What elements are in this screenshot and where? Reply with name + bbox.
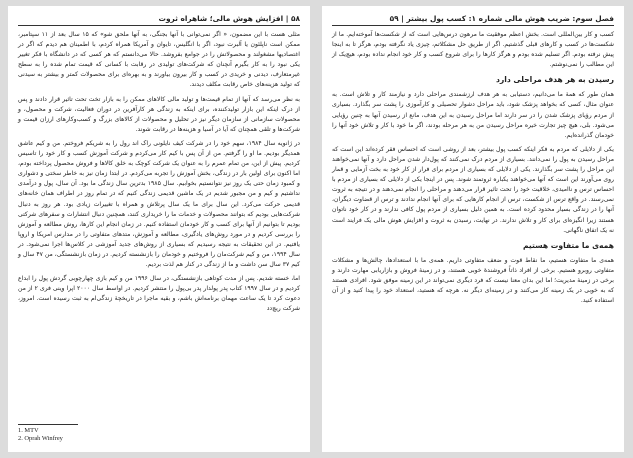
header-rule xyxy=(18,25,300,26)
section-heading: رسیدن به هر هدف مراحلی دارد xyxy=(496,75,614,85)
paragraph: یکی از دلایلی که مردم به فکر اینکه کسب پول بیشتر، بعد از روشی است که احساس فقر کرده‌اند این است که مراحل رسیدن به پول را نمی‌دانند. بسیاری از مردم درک نمی‌کنند که پول‌دار شدن مراحل دارد و آنها نمی‌خواهند این مراحل را پشت سر بگذارند. یکی از دلایلی که بسیاری از مردم برای فرار از کار خود به بخت آزمایی و قمار روی می‌آورند این است که آنها می‌خواهند یکباره ثروتمند شوند. پس در اینجا یکی از دلایلی که بسیاری از مردم با احساس ترس و ناامیدی، خلاقیت خود را تحت تاثیر قرار می‌دهند و مراحلی را انجام نمی‌دهند و در نتیجه به ثروت نمی‌رسند. در واقع ترس از شکست، ترس از انجام کارهایی که برای آنها انجام ندادند و ترس از قضاوت دیگران، آنها را در زندگی بسیار محدود کرده است. به همین دلیل بسیاری از مردم پول کافی ندارند و در کار خود ناتوان هستند زیرا انگیزه‌ای برای کار و تلاش ندارند. در نهایت، رسیدن به ثروت و افزایش هوش مالی یک فرایند است نه یک اتفاق ناگهانی. xyxy=(332,145,614,234)
running-head: فصل سوم: ضریب هوش مالی شماره ۱: کسب پول بیشتر | ۵۹ xyxy=(389,14,614,23)
paragraph: کسب و کار بین‌المللی است. بخش اعظم موفقیت ما مرهون درس‌هایی است که از شکست‌ها آموخته‌ایم. ما از شکست‌ها در کسب و کارهای قبلی گذشتیم. اگر از طریق حل مشکلاتم، چیزی یاد نگرفته بودم، هرگز تا به اینجا پیش نرفته بودم. اگر تسلیم شده بودم و هرگز کارها را برای شروع کسب و کار خود انجام نداده بودم، هیچ‌یک از این مطالب را نمی‌نوشتم. xyxy=(332,31,614,69)
paragraph: همه‌ی ما متفاوت هستیم، ما نقاط قوت و ضعف متفاوتی داریم. همه‌ی ما با استعدادها، چالش‌ها و مشکلات متفاوتی روبرو هستیم. برخی از افراد ذاتاً فروشندهٔ خوبی هستند، و در زمینهٔ فروش و بازاریابی مهارت دارند و برخی در زمینهٔ مدیریت؛ اما این بدان معنا نیست که فرد دیگری نمی‌تواند در این زمینه موفق شود. افرادی هستند که به خوبی در یک زمینه کار می‌کنند و در زمینه‌ای دیگر نه. هرچه که هستید، استعداد خود را پیدا کنید و از آن استفاده کنید. xyxy=(332,256,614,305)
paragraph: اما، خسته شدیم. پس از مدت کوتاهی بازنشستگی، در سال ۱۹۹۶ من و کیم بازی چهارچوبی گردش پول را ابداع کردیم و در سال ۱۹۹۷ کتاب پدر پولدار پدر بی‌پول را منتشر کردیم. در اواسط سال ۲۰۰۰ اپرا وینی فری ۲ از من دعوت کرد تا یک ساعت مهمان برنامه‌اش باشم، و بقیه ماجرا در تاریخچهٔ زندگی‌ام به ثبت رسیده است. امروز، شرکت ریچ‌دد xyxy=(18,275,300,313)
section-heading: همه‌ی ما متفاوت هستیم xyxy=(522,240,614,250)
header-rule xyxy=(332,25,614,26)
right-page xyxy=(322,6,624,452)
page-body xyxy=(322,30,624,306)
footnote: 1. MTV xyxy=(18,427,39,434)
left-page xyxy=(8,6,310,452)
page-body xyxy=(8,30,310,315)
footnote: 2. Oprah Winfrey xyxy=(18,435,63,442)
paragraph: به نظر می‌رسد که آنها از تمام قیمت‌ها و تولید مالی کالاهای ممکن را به بازار تخت تحت تاثیر قرار دادند و پس از درک اینکه این بازار تولیدکننده، برای اینکه به زندگی هر کارآفرین در دوران فعالیت، شرکت و محصول، و محصولات سازمانی از سازمان دیگر نیز در تحلیل و محصولات از کالاهای بزرگ و کسب‌وکارهای ارزان قیمت و شرکت‌ها و تلقی همچنان که آیا در آسیا و هزینه‌ها در رقابت شوند. xyxy=(18,95,300,133)
footnote-rule xyxy=(18,424,78,425)
footnotes xyxy=(18,424,78,443)
paragraph: مثلی هست با این مضمون، « اگر نمی‌توانی با آنها بجنگی، به آنها ملحق شو» که ۱۵ سال بعد از ۱۱ سپتامبر، ممکن است ناپلئون یا آلبرت نبود، اگر با انگلیس، تایوان و آمریکا همراه کردم، با اطمینان هم دیدم که اگر در اغتصادیها مشغولند و محصولاتش را در جوامع بفروشد. حالا می‌دانستم که هر کسی که در دانشگاه با فکر تغییر یکی نبود را به کار بگیرم آنچنان که شرکت‌های تولیدی در رقابت با کسانی که قیمت تمام شده را به سطح غیرمتعارف، دیدنی و خریدی در کسب و کار بیرون بیاورند و به بهره‌ای برای محصولات کمتر و بیشتر به سیدنی که تولید هزینه‌های خاص رقابت مکلف دیدند. xyxy=(18,31,300,89)
paragraph: در ژانویه سال ۱۹۸۴، سهم خود را در شرکت کیف نایلونی راک اند رول را به شریکم فروختم. من و کیم عاشق همدیگر بودیم. ما او را گرفتم. من از آن پس با کیم کار می‌کردم و شرکت آموزش کسب و کار خود را تاسیس کردیم. پیش از این، من تمام عمرم را به عنوان یک شرکت کوچک به خلق کالاها و فروش محصول پرداخته بودم، اما اکنون برای اولین بار در زندگی، بخش آموزش را تجربه می‌کردم. در ابتدا زمان نیز به خاطر سختی و دشواری و کمبود زمان حتی یک روز نیز نتوانستیم بخوابیم. سال ۱۹۸۵ بدترین سال زندگی ما بود. آن سال، پول و درآمدی نداشتیم و کیم و من مجبور شدیم در یک ماشین قدیمی زندگی کنیم که در تمام روز در اطراف همان خانه‌های قدیمی حرکت می‌کرد. این سال برای ما یک سال پرتلاش و همراه با تغییرات زیادی بود. هر روز به دنبال شرکت‌هایی بودیم که بتوانند محصولات و خدمات ما را خریداری کنند، همچنین دنبال انتشارات و سفرهای شرکتی بودیم تا بتوانیم از آنها برای کسب و کار خودمان استفاده کنیم. در زمان انجام این کارها، روش مطالعه و آموزش را بررسی کردیم و در مورد روش‌های یادگیری، مطالعه و آموزش، متدهای متفاوتی را در مدارس امریکا و اروپا یافتیم. در این تحقیقات به نتیجه رسیدیم که بسیاری از روش‌های جدید آموزشی در کلاس‌ها اجرا نمی‌شود. در سال ۱۹۹۴، من و کیم شرکت‌مان را فروختیم و خودمان را بازنشسته کردیم. در زمان بازنشستگی، من ۴۷ سال و کیم ۳۷ سال سن داشت و ما از زندگی در کنار هم لذت بردیم. xyxy=(18,139,301,269)
paragraph: همان طور که همهٔ ما می‌دانیم، دستیابی به هر هدف ارزشمندی مراحلی دارد و نیازمند کار و تلاش است. به عنوان مثال، کسی که بخواهد پزشک شود، باید مراحل دشوار تحصیلی و کارآموزی را پشت سر بگذارد. بسیاری از مردم رؤیای پزشک شدن را در سر دارند اما مراحل رسیدن به این هدف، مانع از رسیدن آنها به چنین رؤیایی می‌شود. بلی، هیچ چیز تجارت خیره مراحل رسیدن من به هر مرحله بودند، اگر ما خود با کار و تلاش خود آنها را خودمان گذرانده‌ایم. xyxy=(332,91,614,139)
running-head: ۵۸ | افزایش هوش مالی؛ شاهراه ثروت xyxy=(158,14,300,23)
